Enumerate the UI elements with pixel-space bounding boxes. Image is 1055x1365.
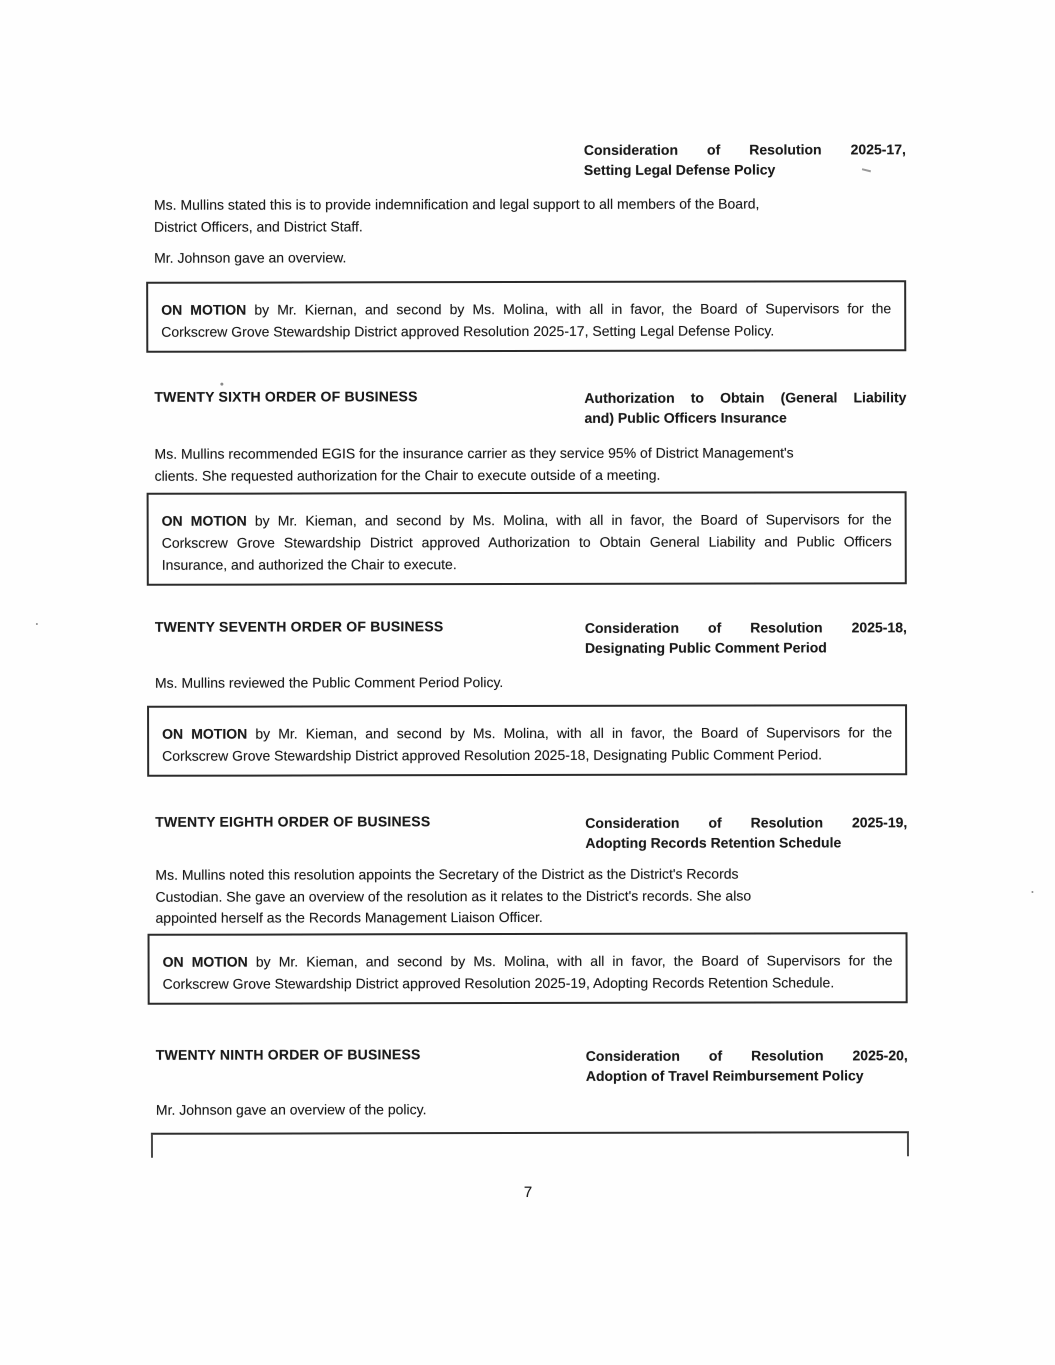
motion-box-resolution-2025-19 xyxy=(148,932,908,1005)
order-heading-twenty-seventh: TWENTY SEVENTH ORDER OF BUSINESS xyxy=(154,618,444,635)
topic-line: Consideration of Resolution 2025-19, xyxy=(585,814,908,831)
motion-lead-rest: by Mr. Kieman, and second by Ms. Molina, with all in favor, the Board of Supervisors for the xyxy=(247,952,893,970)
motion-text-line: Insurance, and authorized the Chair to execute. xyxy=(161,556,457,573)
topic-line: Consideration of Resolution 2025-20, xyxy=(585,1047,908,1064)
paragraph-mullins-indemnification xyxy=(154,194,760,238)
topic-line: Consideration of Resolution 2025-17, xyxy=(583,141,906,158)
order-heading-twenty-eighth: TWENTY EIGHTH ORDER OF BUSINESS xyxy=(155,813,431,830)
motion-lead-rest: by Mr. Kieman, and second by Ms. Molina, with all in favor, the Board of Supervisors for the xyxy=(246,511,892,529)
motion-text-line: Corkscrew Grove Stewardship District approved Resolution 2025-17, Setting Legal Defense Policy. xyxy=(161,322,775,340)
topic-line: Setting Legal Defense Policy xyxy=(583,161,776,178)
motion-box-resolution-2025-18 xyxy=(147,704,907,777)
paragraph-line: Ms. Mullins noted this resolution appoints the Secretary of the District as the District's Records xyxy=(155,865,739,883)
paragraph-line: Mr. Johnson gave an overview of the policy. xyxy=(155,1101,427,1118)
paragraph-line: Mr. Johnson gave an overview. xyxy=(154,249,347,266)
topic-heading-officers-insurance xyxy=(584,387,906,428)
motion-text-line xyxy=(162,508,892,532)
scan-artifact xyxy=(220,383,223,386)
motion-text-line xyxy=(163,949,893,973)
motion-box-insurance xyxy=(147,491,907,586)
motion-lead-bold: ON MOTION xyxy=(161,512,247,529)
paragraph-line: Custodian. She gave an overview of the resolution as it relates to the District's records. She also xyxy=(155,887,752,905)
topic-line: and) Public Officers Insurance xyxy=(584,409,787,426)
topic-line: Consideration of Resolution 2025-18, xyxy=(584,619,907,636)
motion-text-line: Corkscrew Grove Stewardship District approved Authorization to Obtain General Liability and Public Officers xyxy=(161,533,892,551)
motion-box-resolution-2025-17 xyxy=(146,280,906,353)
paragraph-line: Ms. Mullins recommended EGIS for the insurance carrier as they service 95% of District Management's xyxy=(154,444,794,462)
motion-lead-rest: by Mr. Kiernan, and second by Ms. Molina, with all in favor, the Board of Supervisors for the xyxy=(246,300,892,318)
paragraph-line: Ms. Mullins reviewed the Public Comment Period Policy. xyxy=(154,674,504,691)
scan-artifact xyxy=(1031,891,1033,893)
paragraph-mullins-comment-period xyxy=(155,672,503,694)
motion-text-line: Corkscrew Grove Stewardship District approved Resolution 2025-19, Adopting Records Retention Schedule. xyxy=(162,974,835,992)
topic-line: Authorization to Obtain (General Liability xyxy=(584,389,907,406)
motion-text-line xyxy=(162,721,892,745)
topic-heading-resolution-2025-19 xyxy=(585,812,907,853)
page-number: 7 xyxy=(523,1183,533,1202)
motion-lead-bold: ON MOTION xyxy=(161,301,247,318)
topic-heading-resolution-2025-17 xyxy=(584,139,906,180)
topic-line: Designating Public Comment Period xyxy=(584,639,827,656)
order-heading-twenty-ninth: TWENTY NINTH ORDER OF BUSINESS xyxy=(155,1046,421,1063)
motion-lead-bold: ON MOTION xyxy=(162,725,248,742)
motion-lead-rest: by Mr. Kieman, and second by Ms. Molina, with all in favor, the Board of Supervisors for the xyxy=(247,724,893,742)
paragraph-line: clients. She requested authorization for the Chair to execute outside of a meeting. xyxy=(154,466,661,484)
paragraph-line: appointed herself as the Records Management Liaison Officer. xyxy=(155,908,543,926)
topic-heading-resolution-2025-20 xyxy=(586,1045,908,1086)
order-heading-twenty-sixth: TWENTY SIXTH ORDER OF BUSINESS xyxy=(154,388,418,405)
paragraph-mullins-egis xyxy=(154,442,793,486)
topic-line: Adoption of Travel Reimbursement Policy xyxy=(585,1067,864,1084)
scan-artifact xyxy=(36,623,38,625)
paragraph-line: District Officers, and District Staff. xyxy=(154,217,363,235)
motion-text-line: Corkscrew Grove Stewardship District approved Resolution 2025-18, Designating Public Comment Period. xyxy=(162,746,823,764)
paragraph-johnson-policy xyxy=(156,1099,427,1121)
paragraph-mullins-records xyxy=(155,864,751,930)
paragraph-line: Ms. Mullins stated this is to provide indemnification and legal support to all members of the Board, xyxy=(153,195,760,213)
topic-heading-resolution-2025-18 xyxy=(585,617,907,658)
motion-text-line xyxy=(161,297,891,321)
motion-box-partial xyxy=(151,1131,909,1158)
paragraph-johnson-overview xyxy=(154,247,346,269)
topic-line: Adopting Records Retention Schedule xyxy=(585,834,842,851)
motion-lead-bold: ON MOTION xyxy=(162,953,248,970)
